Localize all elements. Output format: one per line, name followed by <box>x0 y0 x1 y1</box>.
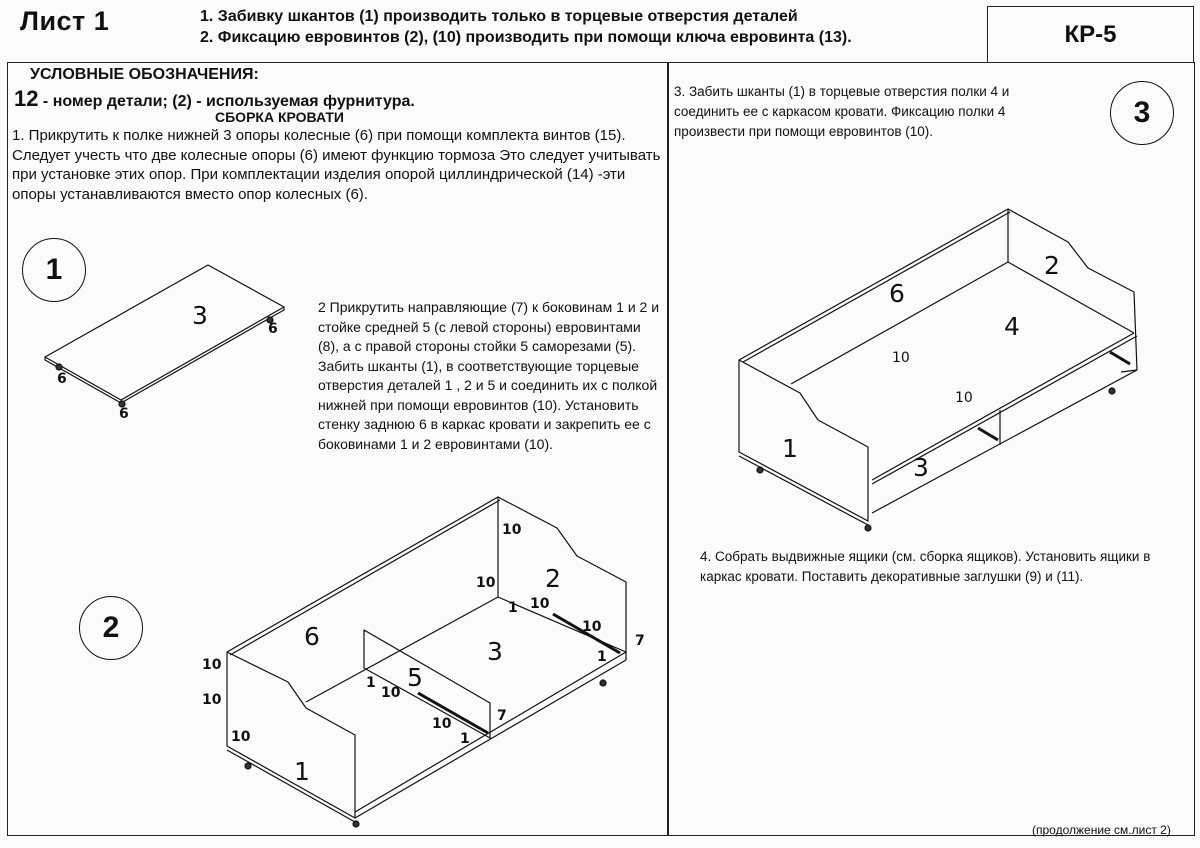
general-note: 1. Забивку шкантов (1) производить только в торцевые отверстия деталей <box>200 8 798 25</box>
part-label: 3 <box>192 301 208 330</box>
fitting-label: 6 <box>268 321 278 337</box>
guide-rail <box>978 428 998 440</box>
fitting-label: 10 <box>381 685 401 701</box>
wheel-support-icon <box>1109 388 1115 394</box>
fitting-label: 10 <box>955 390 973 406</box>
guide-rail <box>1110 352 1130 364</box>
fitting-label: 1 <box>508 600 518 616</box>
step-3-text: 3. Забить шканты (1) в торцевые отверстия полки 4 и соединить ее с каркасом кровати. Фиксацию полки 4 произвести при помощи евровинтов (10). <box>674 84 1010 139</box>
section-title: СБОРКА КРОВАТИ <box>215 109 344 125</box>
part-label: 4 <box>1004 312 1020 341</box>
fitting-label: 10 <box>582 619 602 635</box>
step-1-badge: 1 <box>22 238 86 302</box>
bottom-shelf-back-edge <box>306 597 498 702</box>
continue-note: (продолжение см.лист 2) <box>1032 823 1171 837</box>
bottom-shelf-front-edge <box>872 370 1137 513</box>
fitting-label: 1 <box>366 675 376 691</box>
fitting-label: 1 <box>460 731 470 747</box>
step-4-text: 4. Собрать выдвижные ящики (см. сборка ящиков). Установить ящики в каркас кровати. Поставить декоративные заглушки (9) и (11). <box>700 549 1151 584</box>
part-label: 2 <box>545 564 561 593</box>
fitting-label: 10 <box>530 596 550 612</box>
fitting-label: 7 <box>635 633 645 649</box>
wheel-support-icon <box>757 467 763 473</box>
part-label: 1 <box>294 757 310 786</box>
step-3-badge: 3 <box>1110 81 1174 145</box>
side-panel-1 <box>739 360 868 521</box>
guide-rail <box>418 693 488 733</box>
step-2-text: 2 Прикрутить направляющие (7) к боковинам 1 и 2 и стойке средней 5 (с левой стороны) евровинтами (8), а с правой стороны стойки 5 саморезами (5). Забить шканты (1), в соответствующие торцевые отверстия деталей 1 , 2 и 5 и соединить их с полкой нижней при помощи евровинтов (10). Установить стенку заднюю 6 в каркас кровати и закрепить ее с боковинами 1 и 2 евровинтами (10). <box>318 299 660 452</box>
fitting-label: 6 <box>119 406 129 422</box>
fitting-label: 10 <box>202 692 222 708</box>
fitting-label: 10 <box>231 729 251 745</box>
fitting-label: 6 <box>57 371 67 387</box>
part-label: 3 <box>913 453 929 482</box>
top-shelf-4 <box>791 262 1134 384</box>
general-note: 2. Фиксацию евровинтов (2), (10) производить при помощи ключа евровинта (13). <box>200 29 852 46</box>
wheel-support-icon <box>245 763 251 769</box>
part-label: 2 <box>1044 251 1060 280</box>
step-1-text: 1. Прикрутить к полке нижней 3 опоры колесные (6) при помощи комплекта винтов (15). Следует учесть что две колесные опоры (6) имеют функцию тормоза Это следует учитывать при установке этих опор. При комплектации изделия опорой циллиндрической (14) -эти опоры устанавливаются вместо опор колесных (6). <box>12 127 661 203</box>
drawing-step-1-bottom-shelf <box>45 265 284 422</box>
legend-title: УСЛОВНЫЕ ОБОЗНАЧЕНИЯ: <box>30 66 259 83</box>
part-label: 1 <box>782 434 798 463</box>
product-code: КР-5 <box>987 6 1194 62</box>
part-label: 6 <box>889 279 905 308</box>
bottom-shelf-edge <box>45 307 284 403</box>
back-wall-panel <box>227 497 498 652</box>
fitting-label: 10 <box>202 657 222 673</box>
fitting-label: 10 <box>432 716 452 732</box>
drawing-step-2-frame <box>202 497 645 827</box>
legend-fitting-text: (2) - используемая фурнитура. <box>167 93 415 110</box>
part-label: 6 <box>304 622 320 651</box>
wheel-support-icon <box>56 364 62 370</box>
wheel-support-icon <box>353 821 359 827</box>
step-2-badge: 2 <box>79 596 143 660</box>
drawing-step-3-assembled <box>739 209 1137 531</box>
fitting-label: 10 <box>502 522 522 538</box>
fitting-label: 1 <box>597 649 607 665</box>
fitting-label: 10 <box>476 575 496 591</box>
sheet-title: Лист 1 <box>20 6 110 36</box>
legend-part-text: - номер детали; <box>38 93 168 110</box>
side-panel-2 <box>1008 209 1137 372</box>
fitting-label: 7 <box>497 708 507 724</box>
legend-part-example: 12 <box>14 86 39 111</box>
part-label: 3 <box>487 637 503 666</box>
wheel-support-icon <box>600 680 606 686</box>
fitting-label: 10 <box>892 350 910 366</box>
wheel-support-icon <box>865 525 871 531</box>
side-panel-2 <box>498 497 626 652</box>
part-label: 5 <box>407 663 423 692</box>
